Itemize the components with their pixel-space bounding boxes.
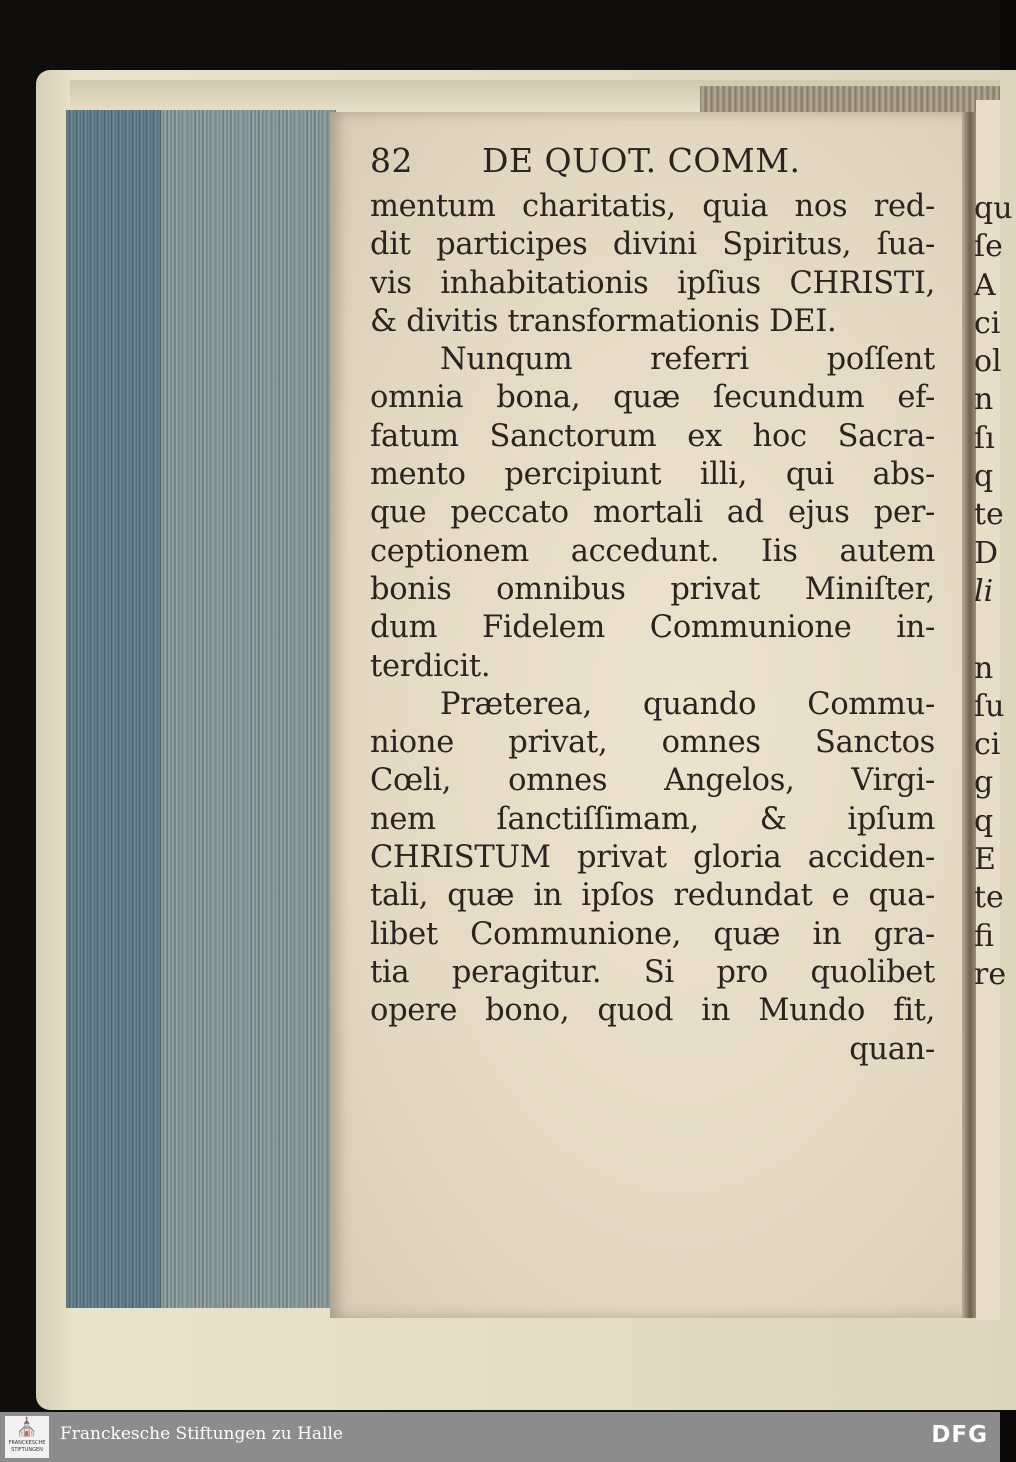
fragment: ci [974,305,1001,341]
text-line: Cœli, omnes Angelos, Virgi- [370,763,935,799]
page-edges [66,110,336,1308]
building-icon: ⛪ [15,1417,39,1438]
text-line: vis inhabitationis ipſius CHRISTI, [370,265,935,301]
fragment: n [974,382,994,418]
fragment: ſı [974,420,995,456]
running-head: DE QUOT. COMM. [482,141,801,180]
text-line: nem ſanctiſſimam, & ipſum [370,801,935,837]
fragment [974,611,1000,649]
text-line: & divitis transformationis DEI. [370,303,837,339]
text-line: libet Communione, quæ in gra- [370,916,935,952]
running-header [370,136,935,188]
text-line: dit participes divini Spiritus, ſua- [370,227,935,263]
text-line: fatum Sanctorum ex hoc Sacra- [370,418,935,454]
fragment: fi [974,918,995,954]
fragment: ci [974,727,1001,763]
text-line: Præterea, quando Commu- [440,686,935,722]
fragment: ſu [974,688,1005,724]
text-line: dum Fidelem Communione in- [370,610,935,646]
text-line: tali, quæ in ipſos redundat e qua- [370,878,935,914]
text-line: omnia bona, quæ ſecundum ef- [370,380,935,416]
fragment: q [974,459,994,495]
catchword: quan- [849,1031,935,1067]
fragment: q [974,803,994,839]
fragment: qu [974,191,1013,226]
text-line: tia peragitur. Si pro quolibet [370,954,935,990]
text-line: bonis omnibus privat Miniſter, [370,571,935,607]
fragment: li [974,573,994,609]
dfg-logo[interactable]: DFG [931,1422,988,1448]
fragment: re [974,956,1007,992]
fragment: ſe [974,229,1003,265]
text-line: opere bono, quod in Mundo fit, [370,993,935,1029]
text-line: terdicit. [370,648,491,684]
text-line: Nunqum referri poſſent [440,342,935,378]
spine-edge [700,86,1000,112]
fragment: g [974,765,994,801]
footer-bar [0,1412,1000,1462]
fragment: te [974,497,1004,533]
fragment: te [974,880,1004,916]
text-line: mentum charitatis, quia nos red- [370,189,935,224]
text-line: que peccato mortali ad ejus per- [370,495,935,531]
logo-caption: FRANCKESCHE STIFTUNGEN [8,1440,46,1453]
page-number: 82 [370,141,413,180]
institution-logo[interactable] [5,1416,49,1458]
text-line: CHRISTUM privat gloria acciden- [370,840,935,876]
text-line: mento percipiunt illi, qui abs- [370,457,935,493]
fragment: A [974,267,996,303]
institution-name[interactable]: Franckesche Stiftungen zu Halle [60,1424,343,1444]
fragment: D [974,535,999,571]
next-page-fragments [974,190,1013,994]
fragment: ol [974,344,1002,380]
fragment: n [974,650,994,686]
text-line: nione privat, omnes Sanctos [370,725,935,761]
page-text [370,136,935,1069]
text-line: ceptionem accedunt. Iis autem [370,533,935,569]
fragment: E [974,842,996,878]
